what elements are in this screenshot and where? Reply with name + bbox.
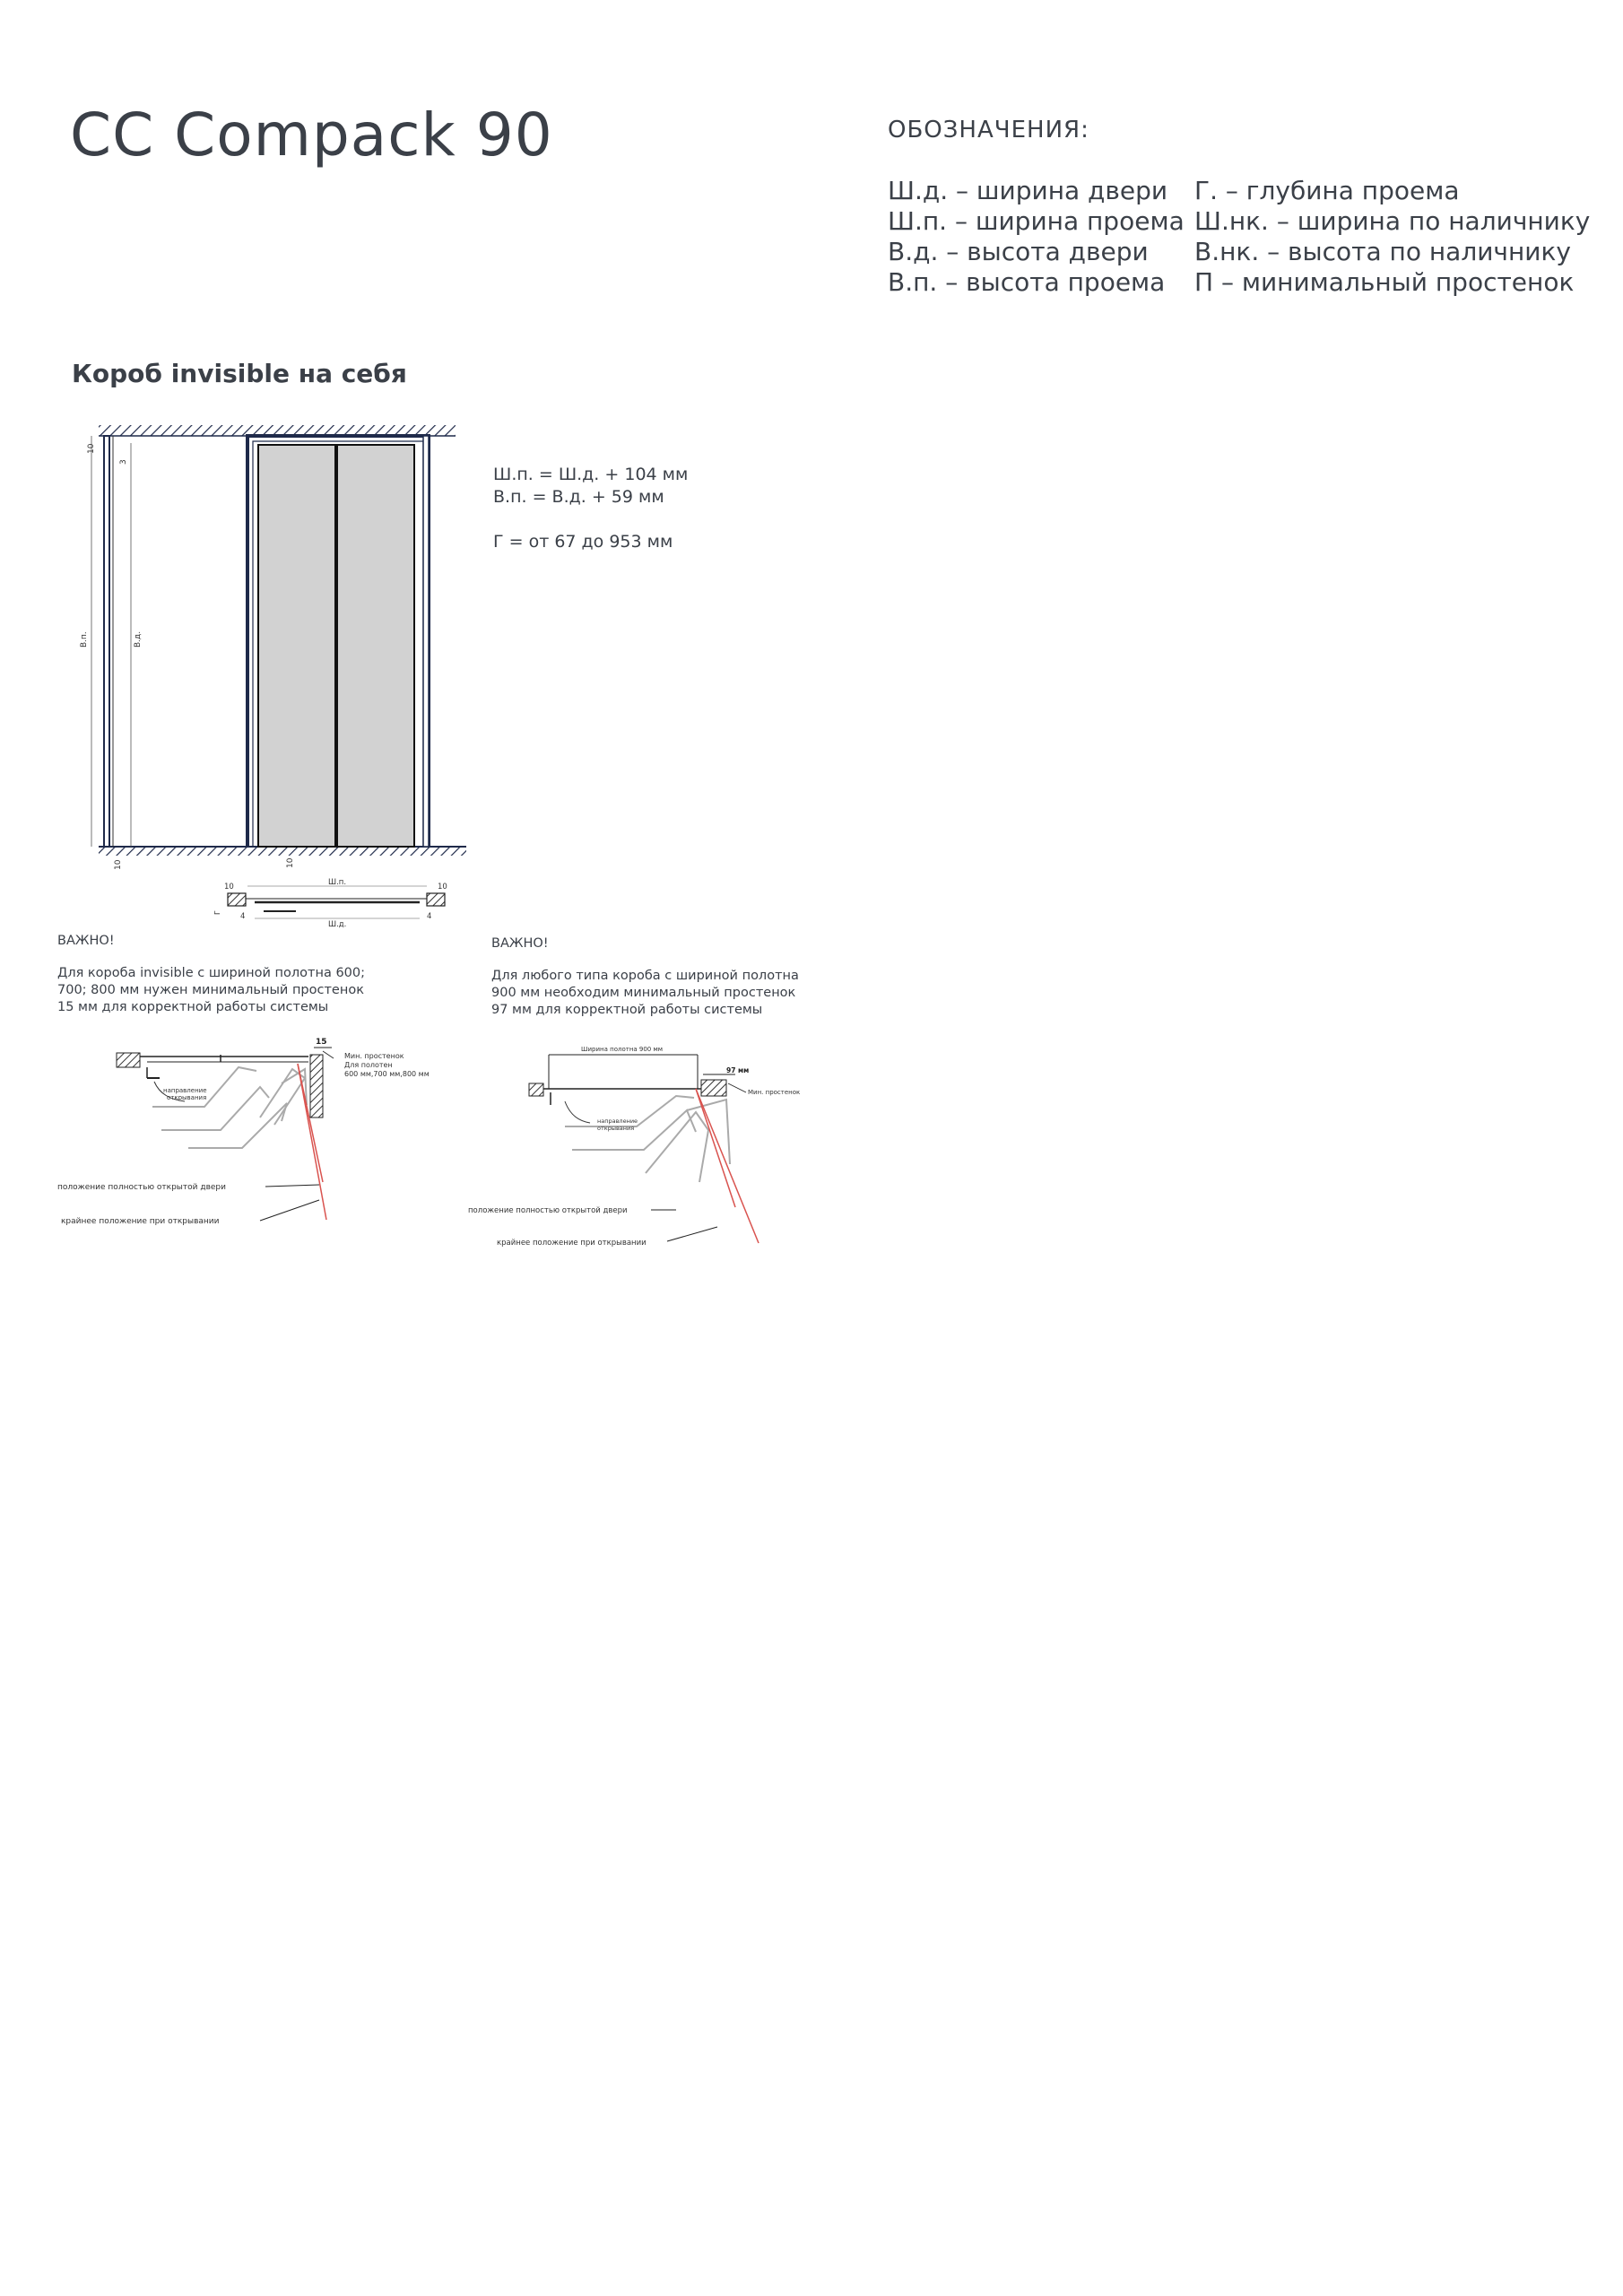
direction-label: направление xyxy=(163,1087,207,1094)
note-right-line: Для любого типа короба с шириной полотна xyxy=(491,969,799,983)
min-wall-block xyxy=(701,1080,726,1096)
legend-item: Ш.п. – ширина проема xyxy=(888,206,1185,236)
dim-bottom-center: 10 xyxy=(286,857,295,868)
plan-depth-g: Г xyxy=(213,910,221,915)
extreme-position-label: крайнее положение при открывании xyxy=(61,1217,220,1226)
plan-wall-left xyxy=(228,893,246,906)
note-right xyxy=(491,935,799,1019)
door-leaf-left xyxy=(258,445,335,847)
sizes-label: 600 мм,700 мм,800 мм xyxy=(344,1070,430,1078)
note-right-line: 900 мм необходим минимальный простенок xyxy=(491,986,796,1000)
legend-item: Ш.нк. – ширина по наличнику xyxy=(1194,206,1591,236)
legend-heading: ОБОЗНАЧЕНИЯ: xyxy=(888,117,1089,144)
legend-left-column xyxy=(888,176,1185,298)
min-wall-block xyxy=(310,1055,323,1118)
note-left-line: 700; 800 мм нужен минимальный простенок xyxy=(57,983,364,997)
legend-item: Г. – глубина проема xyxy=(1194,176,1460,205)
legend-right-column xyxy=(1194,176,1590,298)
min-wall-dim: 97 мм xyxy=(726,1066,750,1074)
plan-left-4: 4 xyxy=(240,912,246,921)
swing-diagram-left xyxy=(54,1031,457,1229)
for-leaves-label: Для полотен xyxy=(344,1061,393,1069)
plan-right-4: 4 xyxy=(427,912,432,921)
plan-label-wd: Ш.д. xyxy=(328,920,347,929)
note-left-line: Для короба invisible с шириной полотна 600; xyxy=(57,966,366,980)
plan-right-10: 10 xyxy=(438,883,447,891)
legend-item: В.нк. – высота по наличнику xyxy=(1194,237,1571,266)
open-position-label: положение полностью открытой двери xyxy=(57,1183,226,1192)
direction-label: открывания xyxy=(597,1125,635,1132)
direction-label: направление xyxy=(597,1118,638,1125)
formula-height: В.п. = В.д. + 59 мм xyxy=(493,487,664,507)
swing-diagram-right xyxy=(466,1039,825,1247)
min-wall-label: Мин. простенок xyxy=(748,1089,801,1096)
document-title: CC Compack 90 xyxy=(70,100,553,170)
formula-width: Ш.п. = Ш.д. + 104 мм xyxy=(493,465,689,484)
note-right-heading: ВАЖНО! xyxy=(491,936,549,951)
door-plan-drawing xyxy=(212,875,463,931)
plan-left-10: 10 xyxy=(224,883,234,891)
plan-label-wp: Ш.п. xyxy=(328,878,347,887)
section-title: Короб invisible на себя xyxy=(72,359,407,388)
legend-item: Ш.д. – ширина двери xyxy=(888,176,1168,205)
dim-gap: 3 xyxy=(119,459,128,465)
floor-hatch xyxy=(99,847,466,856)
dim-bottom: 10 xyxy=(114,859,123,870)
plan-wall-right xyxy=(427,893,445,906)
leaf-width-label: Ширина полотна 900 мм xyxy=(581,1046,664,1053)
note-left-line: 15 мм для корректной работы системы xyxy=(57,1000,329,1014)
extreme-position-label: крайнее положение при открывании xyxy=(497,1239,647,1247)
legend-item: В.п. – высота проема xyxy=(888,267,1166,297)
note-right-line: 97 мм для корректной работы системы xyxy=(491,1003,763,1017)
min-wall-dim: 15 xyxy=(316,1038,327,1047)
note-left-heading: ВАЖНО! xyxy=(57,934,115,948)
open-position-label: положение полностью открытой двери xyxy=(468,1206,628,1215)
legend-item: В.д. – высота двери xyxy=(888,237,1149,266)
wall-block xyxy=(529,1083,543,1096)
dim-top: 10 xyxy=(87,443,96,454)
side-wall-profile xyxy=(104,436,109,847)
legend-item: П – минимальный простенок xyxy=(1194,267,1575,297)
door-leaf-right xyxy=(337,445,414,847)
direction-label: открывания xyxy=(167,1094,207,1101)
label-door-height: В.д. xyxy=(134,631,143,648)
wall-block xyxy=(117,1053,140,1067)
door-elevation-drawing xyxy=(72,413,484,915)
min-wall-label: Мин. простенок xyxy=(344,1052,404,1060)
formula-depth: Г = от 67 до 953 мм xyxy=(493,532,673,552)
label-opening-height: В.п. xyxy=(80,631,89,648)
formulas-block xyxy=(493,464,688,553)
note-left xyxy=(57,933,365,1016)
